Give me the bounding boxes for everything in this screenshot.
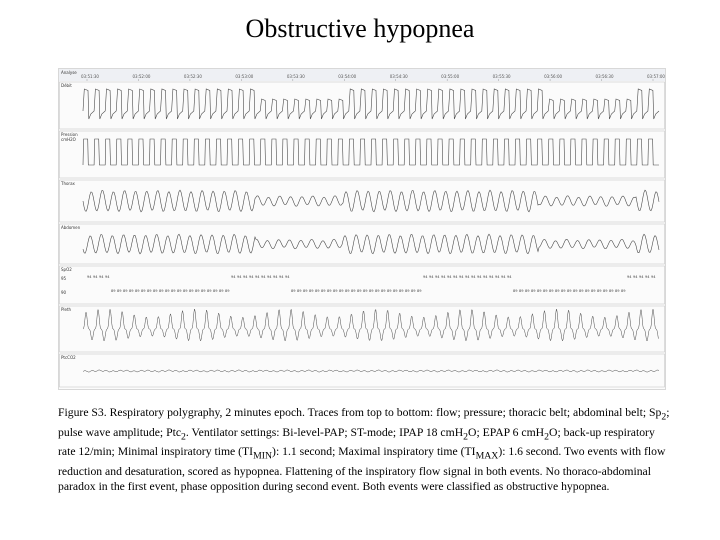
spo2-value-marker: 89 — [345, 289, 350, 293]
spo2-value-marker: 89 — [579, 289, 584, 293]
time-tick-label: 03:53:00 — [235, 74, 254, 79]
spo2-value-marker: 94 — [237, 275, 242, 279]
spo2-value-marker: 89 — [129, 289, 134, 293]
page-title: Obstructive hypopnea — [245, 14, 475, 43]
spo2-value-marker: 94 — [507, 275, 512, 279]
spo2-value-marker: 89 — [291, 289, 296, 293]
spo2-value-marker: 94 — [447, 275, 452, 279]
spo2-value-marker: 89 — [201, 289, 206, 293]
spo2-value-marker: 94 — [489, 275, 494, 279]
spo2-value-marker: 89 — [297, 289, 302, 293]
spo2-value-marker: 94 — [87, 275, 92, 279]
time-tick-label: 03:57:00 — [647, 74, 665, 79]
pulse-wave-trace — [83, 309, 658, 341]
spo2-value-marker: 89 — [411, 289, 416, 293]
channel-label: Pression — [61, 132, 78, 137]
channel-panel — [60, 180, 665, 222]
spo2-value-marker: 89 — [159, 289, 164, 293]
caption-text-6: ): 1.1 second; Maximal inspiratory time (TI — [272, 445, 476, 459]
time-tick-label: 03:55:00 — [441, 74, 460, 79]
time-tick-label: 03:54:30 — [389, 74, 408, 79]
spo2-value-marker: 94 — [249, 275, 254, 279]
flow-trace — [83, 89, 659, 119]
channel-label: Débit — [61, 83, 72, 88]
spo2-value-marker: 89 — [189, 289, 194, 293]
spo2-value-marker: 89 — [225, 289, 230, 293]
spo2-value-marker: 94 — [477, 275, 482, 279]
spo2-value-marker: 94 — [99, 275, 104, 279]
spo2-value-marker: 94 — [651, 275, 656, 279]
spo2-value-marker: 94 — [501, 275, 506, 279]
spo2-value-marker: 89 — [207, 289, 212, 293]
spo2-value-marker: 89 — [609, 289, 614, 293]
spo2-value-marker: 89 — [543, 289, 548, 293]
thoracic-belt-trace — [83, 190, 659, 212]
spo2-value-marker: 94 — [633, 275, 638, 279]
spo2-value-marker: 94 — [645, 275, 650, 279]
spo2-value-marker: 89 — [405, 289, 410, 293]
spo2-value-marker: 94 — [465, 275, 470, 279]
spo2-value-marker: 89 — [309, 289, 314, 293]
spo2-value-marker: 89 — [597, 289, 602, 293]
spo2-value-marker: 94 — [453, 275, 458, 279]
spo2-value-marker: 89 — [303, 289, 308, 293]
channel-label: SpO2 — [61, 267, 72, 272]
spo2-value-marker: 89 — [327, 289, 332, 293]
spo2-value-marker: 89 — [591, 289, 596, 293]
spo2-value-marker: 94 — [429, 275, 434, 279]
spo2-value-marker: 94 — [261, 275, 266, 279]
time-tick-label: 03:53:30 — [286, 74, 305, 79]
spo2-value-marker: 89 — [357, 289, 362, 293]
spo2-value-marker: 94 — [243, 275, 248, 279]
spo2-value-marker: 89 — [135, 289, 140, 293]
channel-scale-low: 90 — [61, 290, 67, 295]
spo2-value-marker: 89 — [603, 289, 608, 293]
spo2-value-marker: 94 — [105, 275, 110, 279]
spo2-value-marker: 89 — [219, 289, 224, 293]
spo2-value-marker: 94 — [267, 275, 272, 279]
channel-label: Pleth — [61, 307, 72, 312]
channel-panel — [60, 131, 665, 178]
time-tick-label: 03:56:30 — [595, 74, 614, 79]
spo2-value-marker: 89 — [171, 289, 176, 293]
caption-sub-2: 2 — [181, 430, 186, 442]
spo2-value-marker: 89 — [387, 289, 392, 293]
spo2-value-marker: 94 — [639, 275, 644, 279]
spo2-value-marker: 94 — [459, 275, 464, 279]
time-tick-label: 03:51:30 — [81, 74, 99, 79]
spo2-value-marker: 94 — [441, 275, 446, 279]
spo2-value-marker: 89 — [381, 289, 386, 293]
caption-text-3: . Ventilator settings: Bi-level-PAP; ST-mode; IPAP 18 cmH — [185, 425, 464, 439]
spo2-value-marker: 89 — [111, 289, 116, 293]
spo2-value-marker: 94 — [255, 275, 260, 279]
spo2-value-marker: 89 — [333, 289, 338, 293]
figure-caption — [58, 405, 670, 494]
time-tick-label: 03:52:30 — [183, 74, 202, 79]
spo2-value-marker: 89 — [537, 289, 542, 293]
spo2-value-marker: 89 — [369, 289, 374, 293]
polygraphy-recording — [58, 68, 666, 390]
spo2-value-marker: 89 — [585, 289, 590, 293]
spo2-value-marker: 89 — [567, 289, 572, 293]
caption-text-2: ; pulse wave amplitude; Ptc — [58, 406, 670, 439]
spo2-value-marker: 89 — [165, 289, 170, 293]
spo2-value-marker: 89 — [183, 289, 188, 293]
channel-scale-high: 95 — [61, 276, 67, 281]
spo2-value-marker: 89 — [525, 289, 530, 293]
spo2-value-marker: 94 — [627, 275, 632, 279]
channel-label: Abdomen — [61, 225, 81, 230]
spo2-value-marker: 89 — [351, 289, 356, 293]
pressure-trace — [83, 139, 659, 165]
spo2-value-marker: 94 — [93, 275, 98, 279]
channel-label: Thorax — [61, 181, 75, 186]
spo2-value-marker: 89 — [339, 289, 344, 293]
time-tick-label: 03:56:00 — [544, 74, 563, 79]
spo2-value-marker: 94 — [279, 275, 284, 279]
channel-panel — [60, 306, 665, 352]
spo2-value-marker: 89 — [375, 289, 380, 293]
spo2-value-marker: 89 — [177, 289, 182, 293]
ptcco2-trace — [83, 370, 659, 372]
spo2-value-marker: 89 — [315, 289, 320, 293]
abdominal-belt-trace — [83, 234, 659, 254]
spo2-value-marker: 94 — [423, 275, 428, 279]
channel-label: PtcCO2 — [61, 355, 76, 360]
spo2-value-marker: 89 — [555, 289, 560, 293]
caption-text-5: O; back-up respiratory rate 12/min; Minimal inspiratory time (TI — [58, 425, 655, 459]
spo2-value-marker: 89 — [573, 289, 578, 293]
caption-sub-1: 2 — [661, 411, 667, 423]
caption-sub-6: MAX — [475, 450, 499, 462]
spo2-value-marker: 89 — [549, 289, 554, 293]
spo2-value-marker: 89 — [561, 289, 566, 293]
time-tick-label: 03:55:30 — [492, 74, 511, 79]
spo2-value-marker: 94 — [273, 275, 278, 279]
channel-panel — [60, 266, 665, 304]
spo2-value-marker: 89 — [213, 289, 218, 293]
time-tick-label: 03:54:00 — [338, 74, 357, 79]
caption-sub-4: 2 — [544, 430, 549, 442]
spo2-value-marker: 89 — [393, 289, 398, 293]
time-tick-label: 03:52:00 — [132, 74, 151, 79]
spo2-value-marker: 89 — [519, 289, 524, 293]
spo2-value-marker: 89 — [141, 289, 146, 293]
spo2-value-marker: 89 — [117, 289, 122, 293]
spo2-value-marker: 94 — [435, 275, 440, 279]
spo2-value-marker: 89 — [363, 289, 368, 293]
spo2-value-marker: 89 — [321, 289, 326, 293]
spo2-value-marker: 89 — [621, 289, 626, 293]
spo2-value-marker: 89 — [513, 289, 518, 293]
spo2-value-marker: 89 — [417, 289, 422, 293]
spo2-value-marker: 94 — [285, 275, 290, 279]
spo2-value-marker: 94 — [231, 275, 236, 279]
spo2-value-marker: 89 — [399, 289, 404, 293]
spo2-value-marker: 89 — [531, 289, 536, 293]
channel-panel — [60, 224, 665, 264]
spo2-value-marker: 89 — [153, 289, 158, 293]
recording-header-label: Analyse — [61, 70, 77, 75]
caption-sub-3: 2 — [463, 430, 469, 442]
spo2-value-marker: 89 — [123, 289, 128, 293]
channel-unit: cmH2O — [61, 137, 76, 142]
caption-sub-5: MIN — [253, 450, 273, 462]
spo2-value-marker: 94 — [495, 275, 500, 279]
spo2-value-marker: 94 — [483, 275, 488, 279]
caption-text-7: ): 1.6 second. Two events with flow reduction and desaturation, scored as hypopnea. Flattening of the inspiratory flow signal in both events. No thoraco-abdominal paradox in the first event, phase opposition during second event. Both events were classified as obstructive hypopnea. — [58, 445, 666, 494]
spo2-value-marker: 89 — [147, 289, 152, 293]
spo2-value-marker: 94 — [471, 275, 476, 279]
caption-text-1: Figure S3. Respiratory polygraphy, 2 minutes epoch. Traces from top to bottom: flow; pressure; thoracic belt; abdominal belt; Sp — [58, 406, 662, 419]
caption-text-4: O; EPAP 6 cmH — [468, 425, 545, 439]
spo2-value-marker: 89 — [195, 289, 200, 293]
spo2-value-marker: 89 — [615, 289, 620, 293]
